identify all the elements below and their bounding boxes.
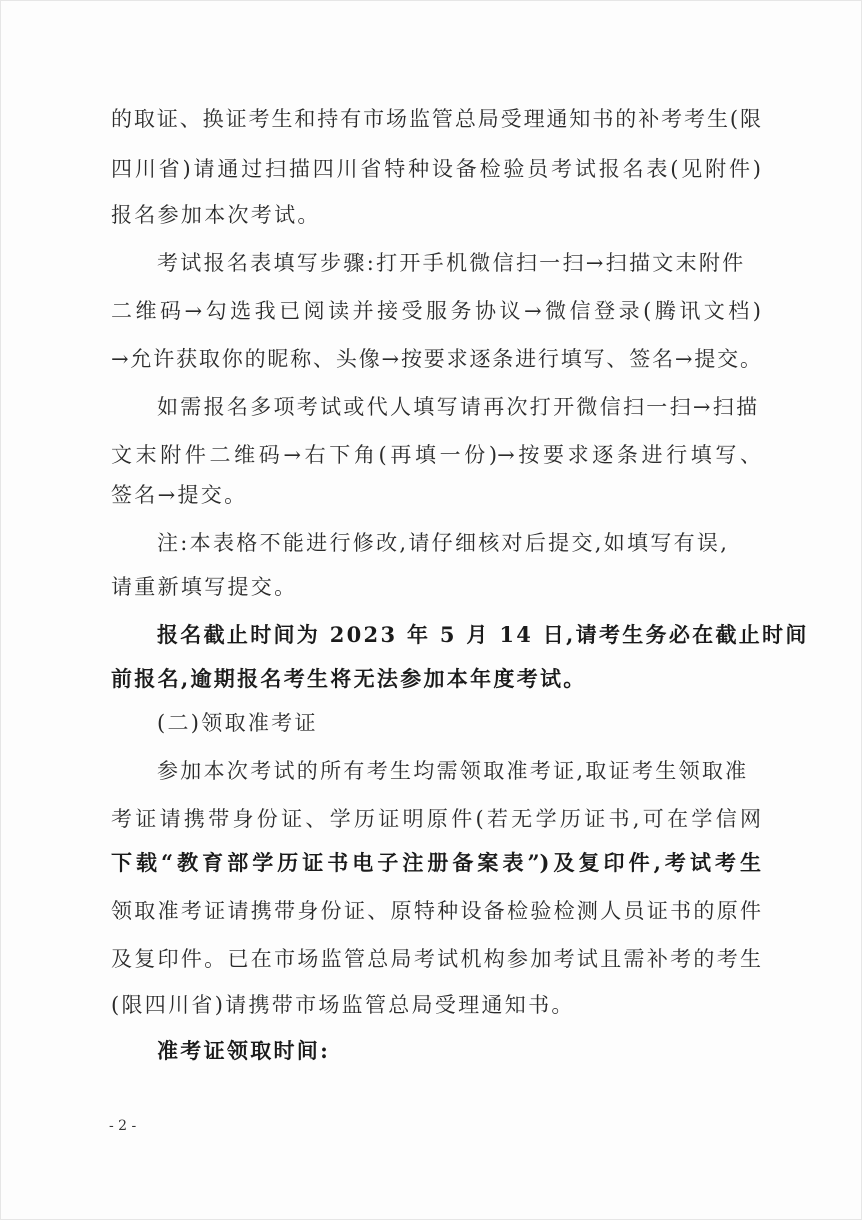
text-line: 考证请携带身份证、学历证明原件(若无学历证书,可在学信网: [111, 807, 761, 831]
text-line: →允许获取你的昵称、头像→按要求逐条进行填写、签名→提交。: [111, 347, 761, 371]
text-line: 及复印件。已在市场监管总局考试机构参加考试且需补考的考生: [111, 947, 761, 971]
text-line: 文末附件二维码→右下角(再填一份)→按要求逐条进行填写、: [111, 443, 761, 467]
text-line: 考试报名表填写步骤:打开手机微信扫一扫→扫描文末附件: [157, 251, 746, 275]
text-line: 如需报名多项考试或代人填写请再次打开微信扫一扫→扫描: [157, 395, 760, 419]
text-line: 报名参加本次考试。: [111, 203, 321, 227]
text-line: (限四川省)请携带市场监管总局受理通知书。: [111, 993, 575, 1017]
deadline-line: 前报名,逾期报名考生将无法参加本年度考试。: [111, 666, 587, 691]
text-line: 二维码→勾选我已阅读并接受服务协议→微信登录(腾讯文档): [111, 299, 761, 323]
text-line: 的取证、换证考生和持有市场监管总局受理通知书的补考考生(限: [111, 107, 761, 131]
text-line: 签名→提交。: [111, 483, 248, 507]
deadline-line: 报名截止时间为 2023 年 5 月 14 日,请考生务必在截止时间: [157, 622, 809, 647]
text-line: 请重新填写提交。: [111, 575, 298, 599]
subheading: 准考证领取时间:: [157, 1038, 331, 1063]
text-line: 参加本次考试的所有考生均需领取准考证,取证考生领取准: [157, 759, 749, 783]
text-line: 四川省)请通过扫描四川省特种设备检验员考试报名表(见附件): [111, 157, 761, 181]
text-line: 领取准考证请携带身份证、原特种设备检验检测人员证书的原件: [111, 899, 761, 923]
text-line: 下载“教育部学历证书电子注册备案表”)及复印件,考试考生: [111, 850, 761, 875]
text-line: 注:本表格不能进行修改,请仔细核对后提交,如填写有误,: [157, 531, 730, 555]
section-heading: (二)领取准考证: [157, 711, 318, 735]
page-number: - 2 -: [109, 1118, 137, 1134]
